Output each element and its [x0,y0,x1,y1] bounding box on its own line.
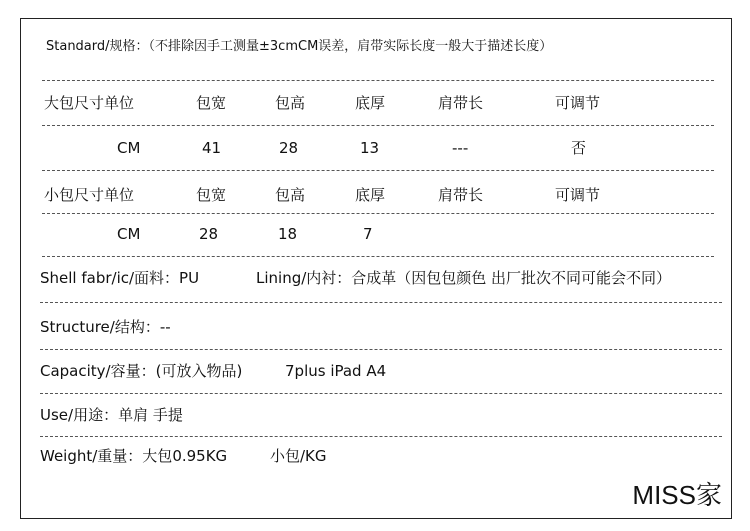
divider [42,213,714,214]
divider [42,80,714,81]
depth-header: 底厚 [355,94,386,112]
divider [42,256,714,257]
structure: Structure/结构：-- [40,318,171,336]
capacity-items: 7plus iPad A4 [285,362,387,380]
unit-value: CM [117,225,141,243]
width-header: 包宽 [196,94,227,112]
adjustable-header: 可调节 [555,186,601,204]
strap-length-header: 肩带长 [438,186,484,204]
small-size-unit-label: 小包尺寸单位 [44,186,135,204]
width-value: 28 [199,225,219,243]
depth-header: 底厚 [355,186,386,204]
divider [40,393,722,394]
weight: Weight/重量：大包0.95KG [40,447,228,465]
depth-value: 7 [363,225,373,243]
capacity: Capacity/容量：(可放入物品) [40,362,243,380]
brand-logo: MISS家 [632,480,722,510]
standard-note: Standard/规格：（不排除因手工测量±3cmCM误差，肩带实际长度一般大于描述长度） [46,39,553,54]
divider [40,302,722,303]
height-header: 包高 [275,94,306,112]
large-size-unit-label: 大包尺寸单位 [44,94,135,112]
lining: Lining/内衬：合成革（因包包颜色 出厂批次不同可能会不同） [256,269,672,287]
depth-value: 13 [360,139,380,157]
width-header: 包宽 [196,186,227,204]
height-header: 包高 [275,186,306,204]
width-value: 41 [202,139,222,157]
strap-length-header: 肩带长 [438,94,484,112]
shell-fabric: Shell fabr/ic/面料：PU [40,269,200,287]
height-value: 18 [278,225,298,243]
use: Use/用途：单肩 手提 [40,406,183,424]
unit-value: CM [117,139,141,157]
weight-small: 小包/KG [270,447,327,465]
divider [40,349,722,350]
height-value: 28 [279,139,299,157]
adjustable-header: 可调节 [555,94,601,112]
strap-length-value: --- [452,139,469,157]
divider [42,170,714,171]
divider [40,436,722,437]
divider [42,125,714,126]
adjustable-value: 否 [571,139,587,157]
